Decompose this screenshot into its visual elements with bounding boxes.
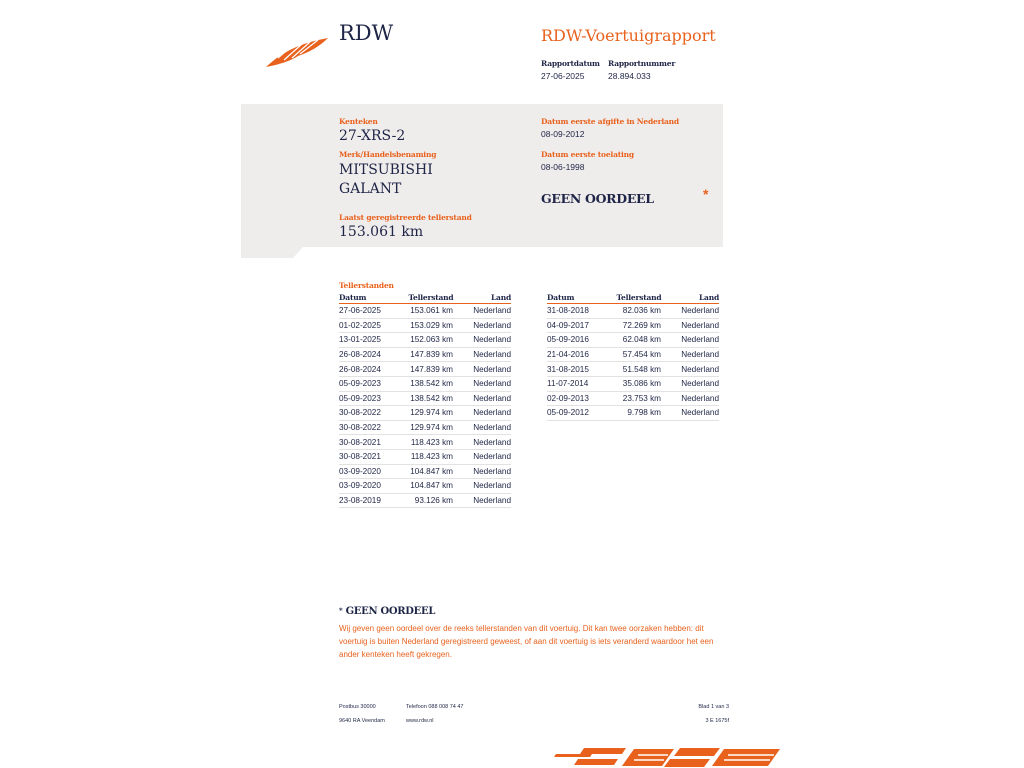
- table-row: [547, 406, 719, 421]
- table-header-row: [547, 292, 719, 304]
- table-row: [547, 304, 719, 319]
- cell-reading: 147.839 km: [399, 362, 463, 377]
- footer-code: 3 E 1675f: [705, 718, 729, 724]
- table-row: [339, 362, 511, 377]
- panel-corner-tab: [241, 247, 303, 259]
- cell-date: 04-09-2017: [547, 318, 607, 333]
- cell-date: 05-09-2012: [547, 406, 607, 421]
- cell-country: Nederland: [671, 333, 719, 348]
- cell-country: Nederland: [463, 318, 511, 333]
- cell-reading: 118.423 km: [399, 435, 463, 450]
- cell-country: Nederland: [671, 304, 719, 319]
- col-reading-header: Tellerstand: [399, 292, 463, 304]
- table-row: [339, 376, 511, 391]
- cell-country: Nederland: [463, 304, 511, 319]
- cell-country: Nederland: [671, 376, 719, 391]
- brand-name: RDW: [339, 21, 394, 45]
- cell-date: 03-09-2020: [339, 464, 399, 479]
- cell-reading: 9.798 km: [607, 406, 671, 421]
- cell-country: Nederland: [463, 449, 511, 464]
- cell-country: Nederland: [463, 362, 511, 377]
- cell-date: 26-08-2024: [339, 347, 399, 362]
- cell-country: Nederland: [463, 493, 511, 508]
- note-heading: [339, 606, 435, 617]
- table-row: [547, 391, 719, 406]
- cell-country: Nederland: [671, 362, 719, 377]
- table-row: [547, 376, 719, 391]
- cell-reading: 62.048 km: [607, 333, 671, 348]
- table-row: [339, 464, 511, 479]
- cell-country: Nederland: [463, 420, 511, 435]
- cell-reading: 129.974 km: [399, 406, 463, 421]
- cell-date: 27-06-2025: [339, 304, 399, 319]
- first-admission-value: 08-06-1998: [541, 162, 585, 172]
- footer-postal: 9640 RA Veendam: [339, 718, 385, 724]
- cell-reading: 138.542 km: [399, 391, 463, 406]
- counts-table-right: [547, 292, 719, 421]
- cell-reading: 35.086 km: [607, 376, 671, 391]
- table-row: [339, 347, 511, 362]
- cell-date: 05-09-2023: [339, 391, 399, 406]
- cell-date: 30-08-2022: [339, 406, 399, 421]
- cell-date: 31-08-2015: [547, 362, 607, 377]
- cell-date: 30-08-2021: [339, 449, 399, 464]
- table-row: [547, 318, 719, 333]
- rdw-stripes-graphic-icon: [552, 746, 784, 768]
- report-date: 27-06-2025: [541, 71, 585, 81]
- plate-label: Kenteken: [339, 117, 378, 126]
- cell-reading: 153.029 km: [399, 318, 463, 333]
- cell-reading: 129.974 km: [399, 420, 463, 435]
- cell-reading: 72.269 km: [607, 318, 671, 333]
- report-title: RDW-Voertuigrapport: [541, 26, 716, 45]
- cell-date: 30-08-2021: [339, 435, 399, 450]
- note-asterisk: *: [339, 606, 343, 615]
- table-header-row: [339, 292, 511, 304]
- cell-date: 13-01-2025: [339, 333, 399, 348]
- mileage-value: 153.061 km: [339, 224, 424, 240]
- cell-reading: 153.061 km: [399, 304, 463, 319]
- cell-date: 05-09-2016: [547, 333, 607, 348]
- cell-country: Nederland: [463, 406, 511, 421]
- first-nl-label: Datum eerste afgifte in Nederland: [541, 117, 679, 126]
- footer-web[interactable]: www.rdw.nl: [406, 718, 434, 724]
- cell-country: Nederland: [463, 391, 511, 406]
- cell-country: Nederland: [671, 406, 719, 421]
- make-value: MITSUBISHI: [339, 162, 433, 178]
- cell-country: Nederland: [463, 347, 511, 362]
- cell-reading: 104.847 km: [399, 464, 463, 479]
- cell-country: Nederland: [463, 435, 511, 450]
- cell-country: Nederland: [463, 464, 511, 479]
- table-row: [339, 391, 511, 406]
- table-row: [339, 318, 511, 333]
- cell-reading: 118.423 km: [399, 449, 463, 464]
- table-row: [339, 493, 511, 508]
- make-label: Merk/Handelsbenaming: [339, 150, 437, 159]
- table-row: [339, 479, 511, 494]
- report-number: 28.894.033: [608, 71, 651, 81]
- first-admission-label: Datum eerste toelating: [541, 150, 634, 159]
- report-number-label: Rapportnummer: [608, 59, 676, 68]
- table-row: [547, 333, 719, 348]
- model-value: GALANT: [339, 181, 402, 197]
- cell-country: Nederland: [463, 333, 511, 348]
- cell-reading: 147.839 km: [399, 347, 463, 362]
- cell-date: 05-09-2023: [339, 376, 399, 391]
- table-row: [339, 304, 511, 319]
- cell-reading: 138.542 km: [399, 376, 463, 391]
- cell-date: 31-08-2018: [547, 304, 607, 319]
- cell-reading: 93.126 km: [399, 493, 463, 508]
- first-nl-value: 08-09-2012: [541, 129, 585, 139]
- table-row: [339, 449, 511, 464]
- col-country-header: Land: [671, 292, 719, 304]
- cell-reading: 57.454 km: [607, 347, 671, 362]
- cell-reading: 23.753 km: [607, 391, 671, 406]
- mileage-label: Laatst geregistreerde tellerstand: [339, 213, 472, 222]
- rdw-feather-logo-icon: [264, 34, 330, 70]
- cell-country: Nederland: [671, 318, 719, 333]
- cell-reading: 51.548 km: [607, 362, 671, 377]
- counts-table-left: [339, 292, 511, 508]
- col-date-header: Datum: [547, 292, 607, 304]
- col-date-header: Datum: [339, 292, 399, 304]
- cell-country: Nederland: [463, 479, 511, 494]
- table-row: [339, 420, 511, 435]
- report-date-label: Rapportdatum: [541, 59, 600, 68]
- table-row: [547, 347, 719, 362]
- footer-phone: Telefoon 088 008 74 47: [406, 704, 464, 710]
- cell-date: 23-08-2019: [339, 493, 399, 508]
- cell-reading: 152.063 km: [399, 333, 463, 348]
- cell-reading: 82.036 km: [607, 304, 671, 319]
- cell-date: 26-08-2024: [339, 362, 399, 377]
- table-row: [339, 406, 511, 421]
- note-title: GEEN OORDEEL: [345, 606, 436, 617]
- col-reading-header: Tellerstand: [607, 292, 671, 304]
- footer-page: Blad 1 van 3: [698, 704, 729, 710]
- cell-country: Nederland: [671, 391, 719, 406]
- counts-section-title: Tellerstanden: [339, 281, 394, 290]
- cell-date: 03-09-2020: [339, 479, 399, 494]
- plate-value: 27-XRS-2: [339, 128, 406, 144]
- table-row: [339, 333, 511, 348]
- col-country-header: Land: [463, 292, 511, 304]
- cell-date: 30-08-2022: [339, 420, 399, 435]
- table-row: [339, 435, 511, 450]
- verdict-asterisk: *: [703, 186, 709, 202]
- cell-country: Nederland: [463, 376, 511, 391]
- cell-reading: 104.847 km: [399, 479, 463, 494]
- cell-date: 21-04-2016: [547, 347, 607, 362]
- cell-date: 11-07-2014: [547, 376, 607, 391]
- verdict: GEEN OORDEEL: [541, 191, 654, 206]
- cell-country: Nederland: [671, 347, 719, 362]
- footer-po-box: Postbus 30000: [339, 704, 376, 710]
- note-body: Wij geven geen oordeel over de reeks tellerstanden van dit voertuig. Dit kan twee oorzaken hebben: dit voertuig is buiten Nederland geregistreerd geweest, of aan dit voertuig is iets veranderd waardoor het een ander kenteken heeft gekregen.: [339, 624, 714, 659]
- cell-date: 02-09-2013: [547, 391, 607, 406]
- table-row: [547, 362, 719, 377]
- cell-date: 01-02-2025: [339, 318, 399, 333]
